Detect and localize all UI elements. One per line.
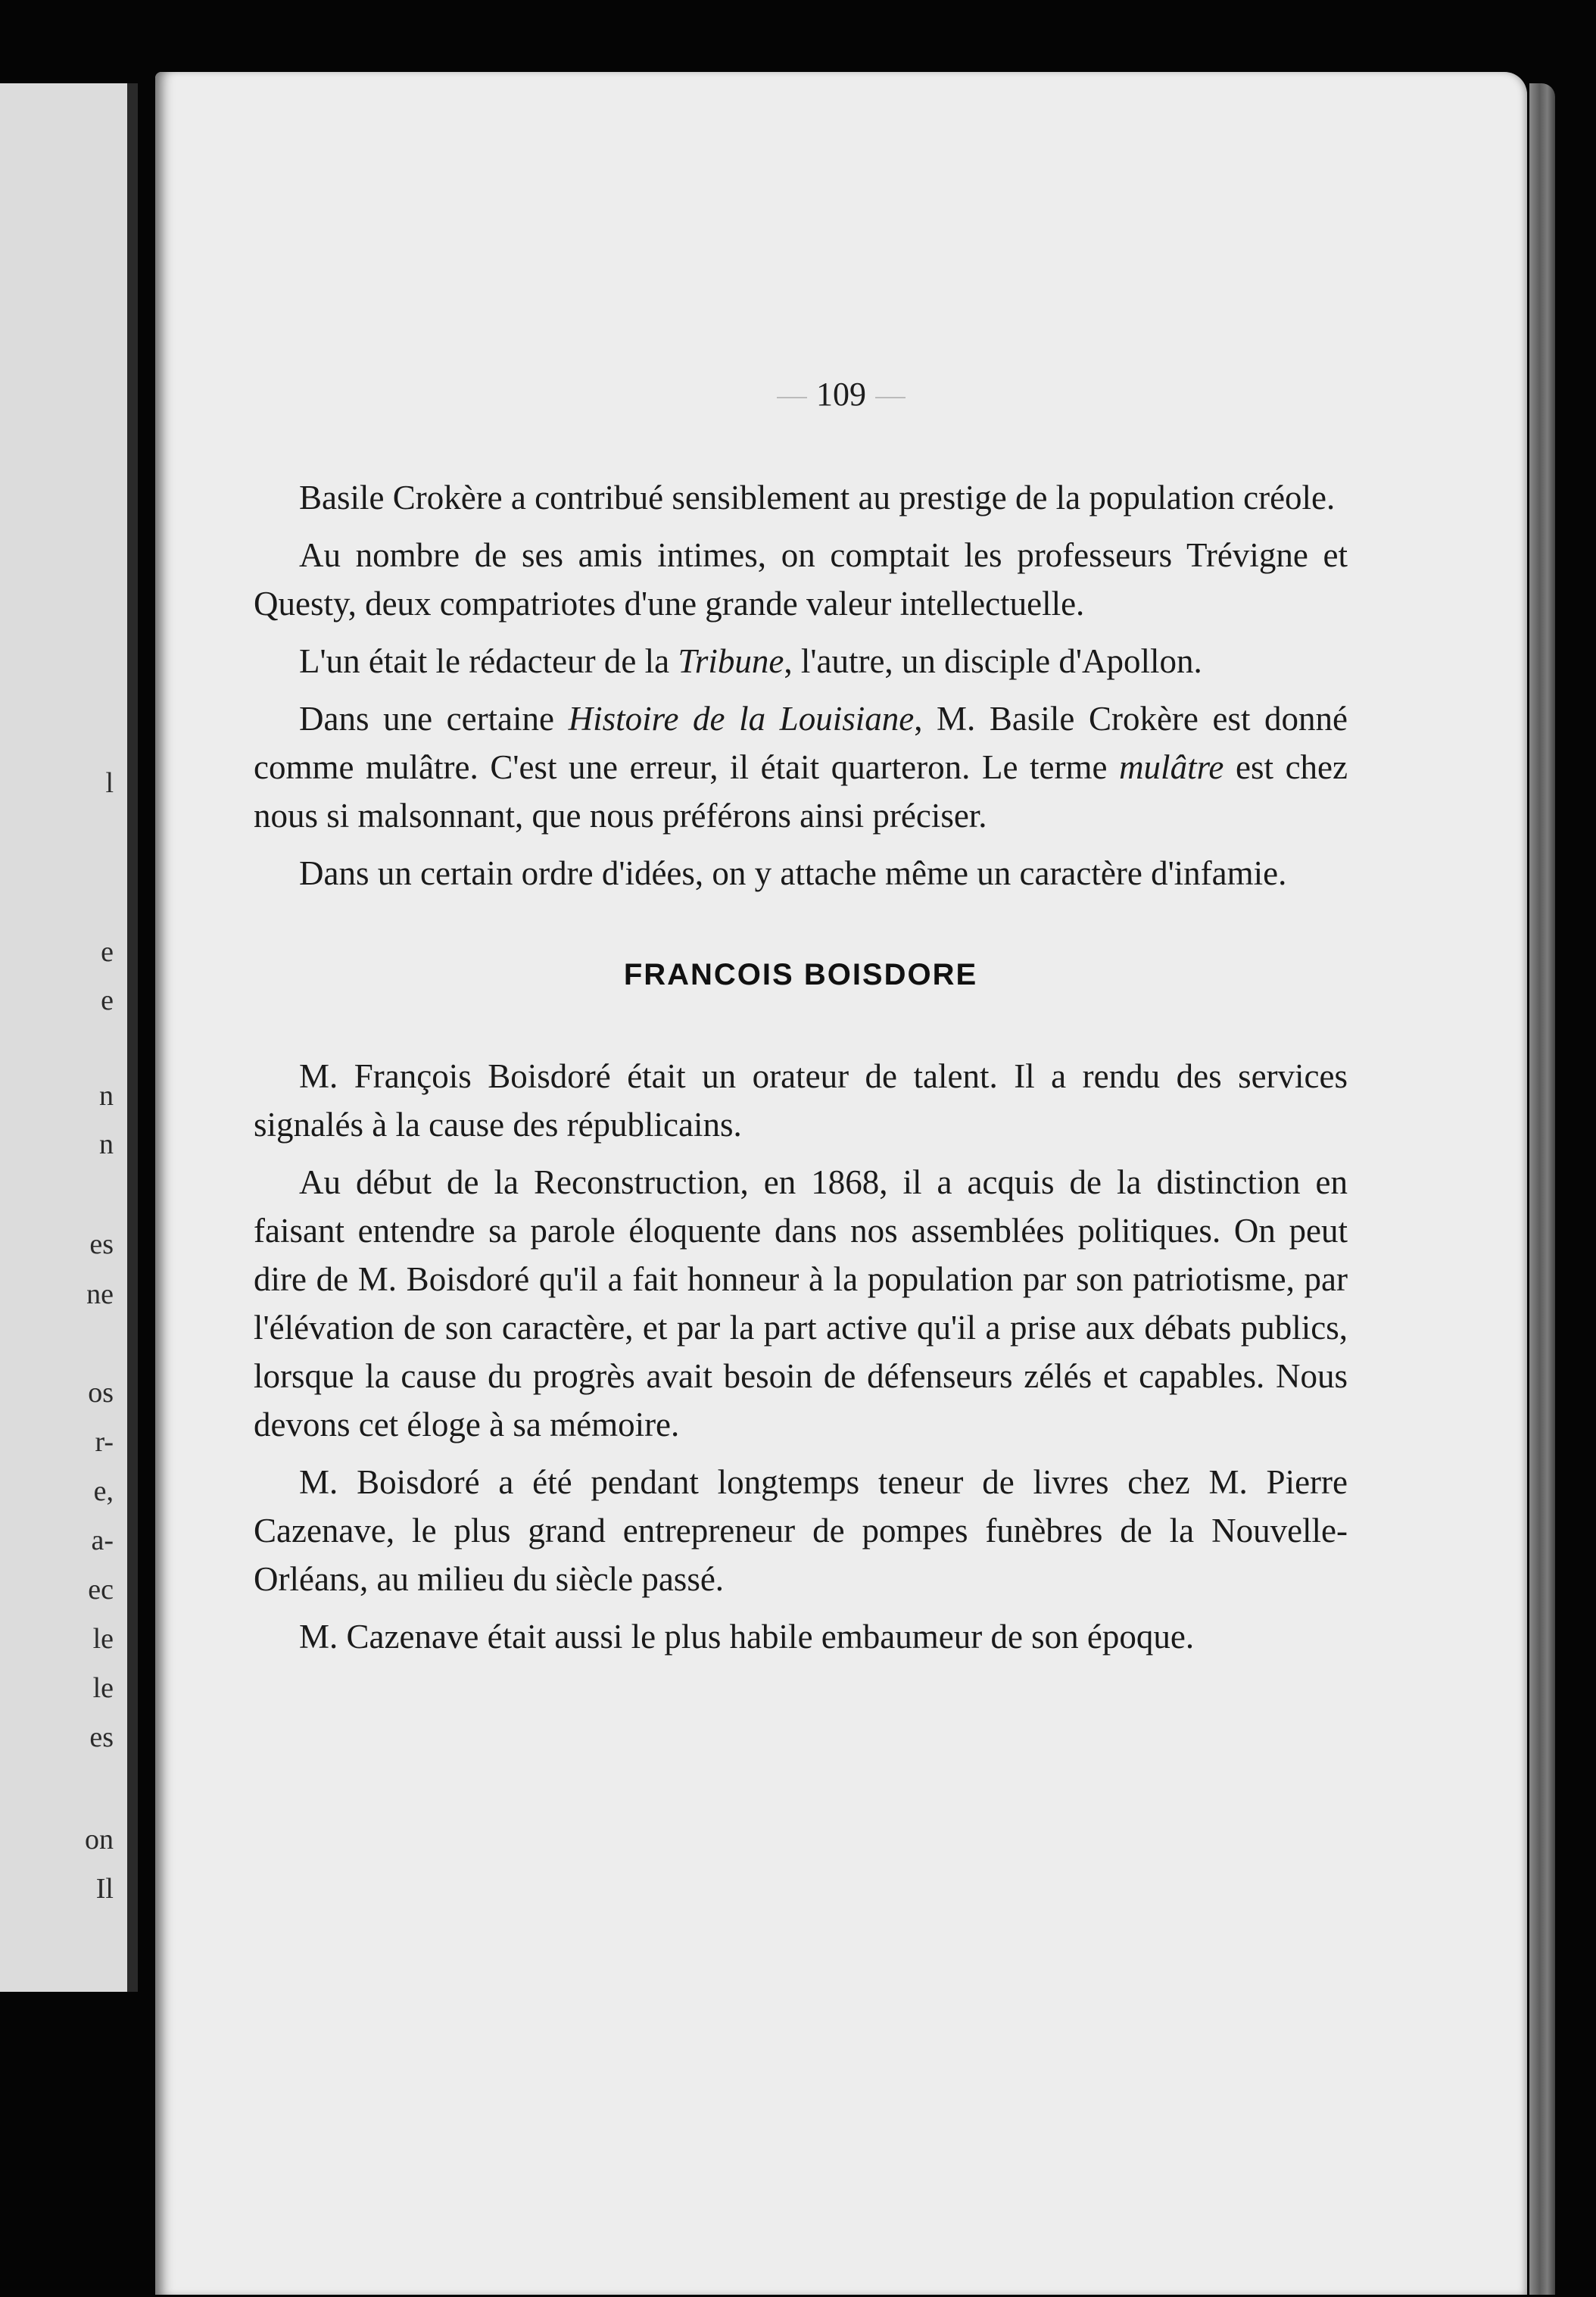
page-stack-edge xyxy=(1529,83,1555,2295)
page-body xyxy=(254,473,1348,1670)
paragraph: Au nombre de ses amis intimes, on comptait les professeurs Trévigne et Questy, deux compatriotes d'une grande valeur intellectuelle. xyxy=(254,536,1348,623)
paragraph: Dans une certaine Histoire de la Louisiane, M. Basile Crokère est donné comme mulâtre. C'est une erreur, il était quarteron. Le terme mulâtre est chez nous si malsonnant, que nous préférons ainsi préciser. xyxy=(254,700,1348,835)
page-number: 109 xyxy=(155,375,1527,414)
section-heading: FRANCOIS BOISDORE xyxy=(623,958,978,991)
margin-fragment: r- xyxy=(95,1426,114,1458)
paragraph: M. Cazenave était aussi le plus habile embaumeur de son époque. xyxy=(299,1618,1195,1656)
italic-title: Histoire de la Louisiane xyxy=(568,700,915,738)
margin-fragment: on xyxy=(85,1824,114,1855)
paragraph: L'un était le rédacteur de la Tribune, l'autre, un disciple d'Apollon. xyxy=(299,642,1202,680)
italic-title: Tribune xyxy=(678,642,784,680)
margin-fragment: ec xyxy=(88,1574,114,1606)
paragraph: M. François Boisdoré était un orateur de talent. Il a rendu des services signalés à la cause des républicains. xyxy=(254,1057,1348,1144)
book-page xyxy=(155,72,1527,2295)
paragraph: M. Boisdoré a été pendant longtemps teneur de livres chez M. Pierre Cazenave, le plus grand entrepreneur de pompes funèbres de la Nouvelle-Orléans, au milieu du siècle passé. xyxy=(254,1463,1348,1598)
margin-fragment: l xyxy=(105,767,114,799)
margin-fragment: es xyxy=(89,1721,114,1753)
margin-fragment: os xyxy=(88,1377,114,1409)
italic-term: mulâtre xyxy=(1119,748,1224,786)
margin-fragment: le xyxy=(92,1672,114,1704)
margin-fragment: es xyxy=(89,1228,114,1260)
paragraph: Dans un certain ordre d'idées, on y attache même un caractère d'infamie. xyxy=(299,854,1287,892)
margin-fragment: e xyxy=(101,985,114,1016)
margin-fragment: ne xyxy=(86,1278,114,1310)
facing-page-edge xyxy=(0,83,138,1992)
paragraph: Au début de la Reconstruction, en 1868, il a acquis de la distinction en faisant entendre sa parole éloquente dans nos assemblées politiques. On peut dire de M. Boisdoré qu'il a fait honneur à la population par son patriotisme, par l'élévation de son caractère, et par la part active qu'il a prise aux débats publics, lorsque la cause du progrès avait besoin de défenseurs zélés et capables. Nous devons cet éloge à sa mémoire. xyxy=(254,1163,1348,1443)
margin-fragment: n xyxy=(99,1128,114,1160)
margin-fragment: a- xyxy=(91,1525,114,1556)
margin-fragment: le xyxy=(92,1623,114,1655)
paragraph: Basile Crokère a contribué sensiblement au prestige de la population créole. xyxy=(299,479,1336,517)
margin-fragment: e xyxy=(101,936,114,968)
margin-fragment: e, xyxy=(93,1475,114,1507)
margin-fragment: n xyxy=(99,1080,114,1112)
margin-fragment: Il xyxy=(95,1873,114,1905)
